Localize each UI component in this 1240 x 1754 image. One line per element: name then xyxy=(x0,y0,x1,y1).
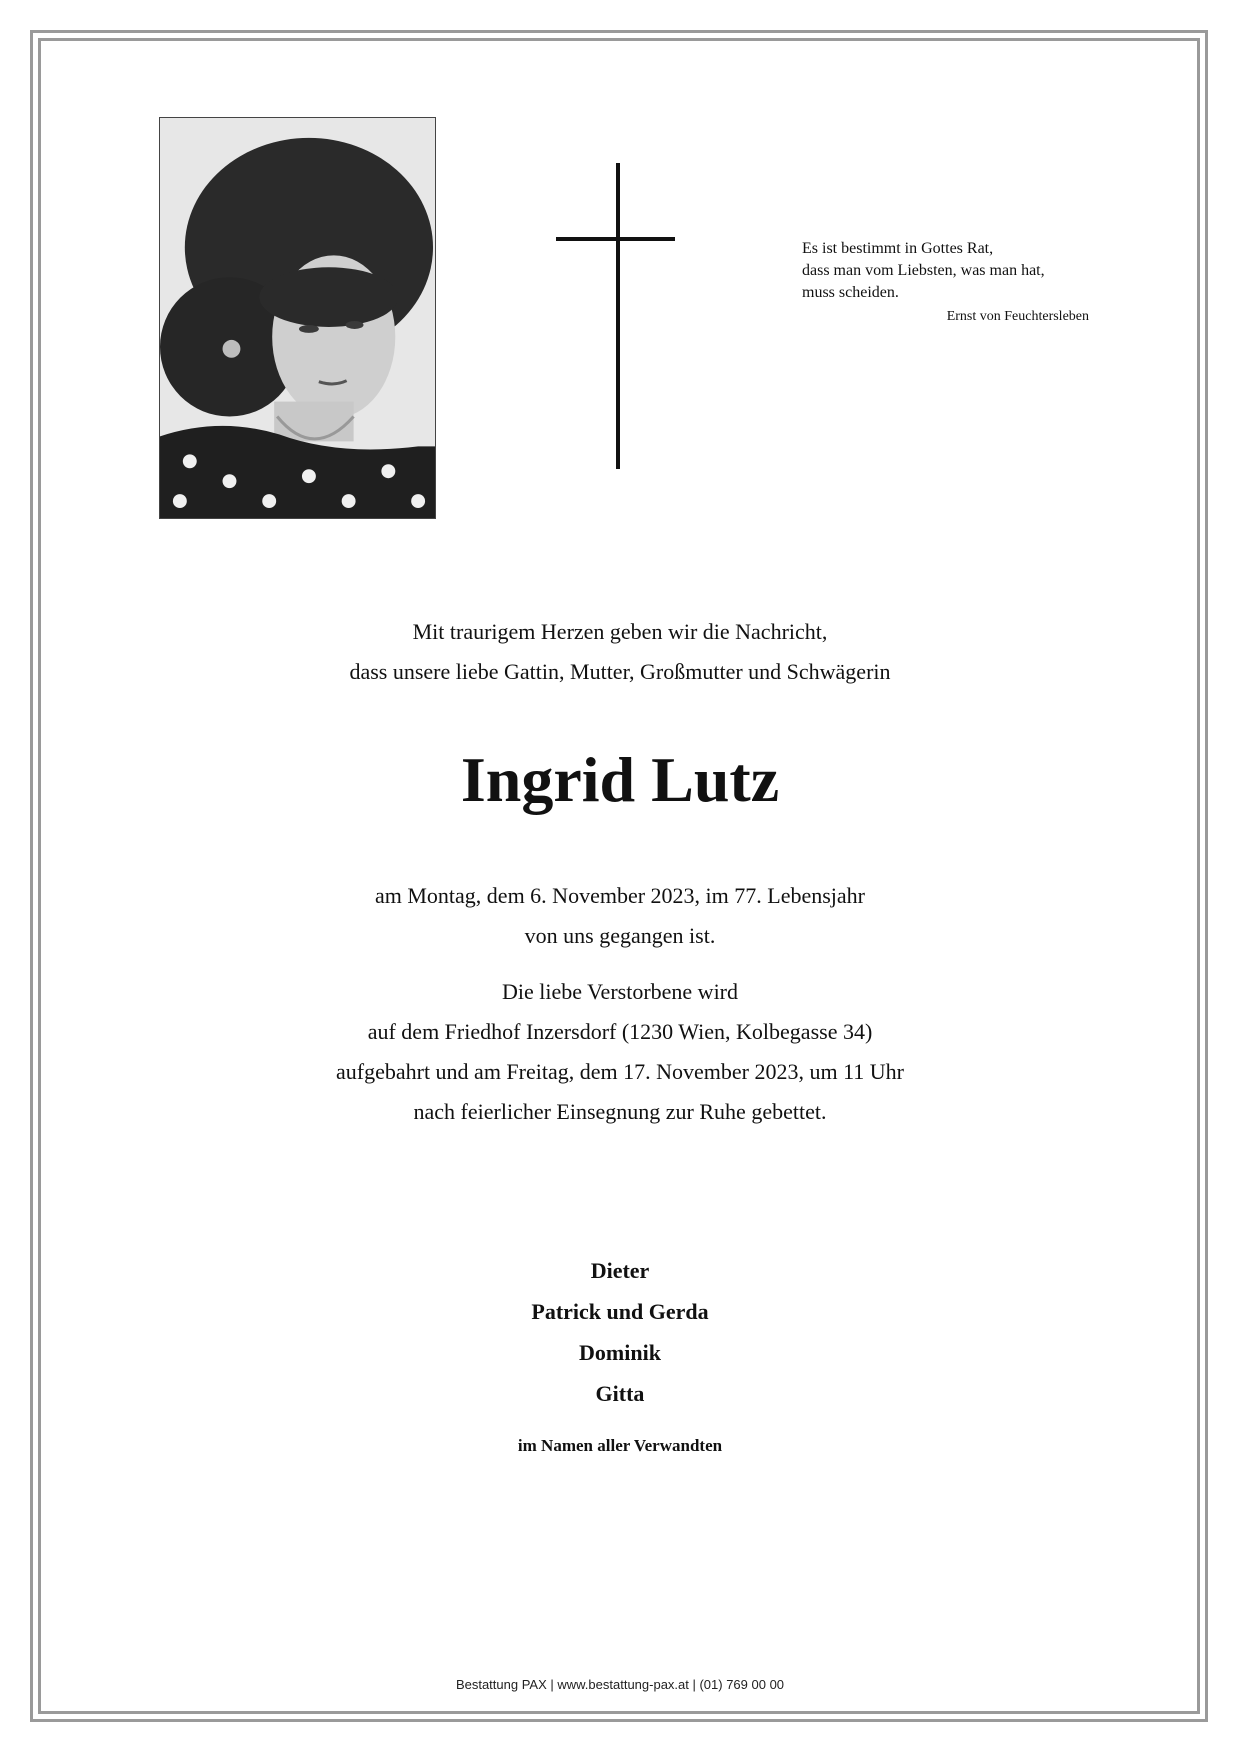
mourners-list xyxy=(120,1250,1120,1414)
mourner-name: Dieter xyxy=(590,1258,650,1283)
intro-line: Mit traurigem Herzen geben wir die Nachricht, xyxy=(412,619,828,644)
quote-author: Ernst von Feuchtersleben xyxy=(946,309,1089,324)
cross-horizontal-bar xyxy=(556,237,675,241)
mourner-name: Gitta xyxy=(595,1381,645,1406)
quote-line: Es ist bestimmt in Gottes Rat, xyxy=(802,240,994,257)
mourner-name: Patrick und Gerda xyxy=(531,1299,709,1324)
funeral-line: aufgebahrt und am Freitag, dem 17. November 2023, um 11 Uhr xyxy=(336,1059,904,1084)
mourner-name: Dominik xyxy=(579,1340,661,1365)
quote-line: dass man vom Liebsten, was man hat, xyxy=(802,262,1045,279)
funeral-details xyxy=(120,972,1120,1132)
funeral-line: Die liebe Verstorbene wird xyxy=(501,979,739,1004)
cross-icon xyxy=(556,163,680,473)
quote-line: muss scheiden. xyxy=(802,284,899,301)
death-line: am Montag, dem 6. November 2023, im 77. Lebensjahr xyxy=(374,883,865,908)
signoff: im Namen aller Verwandten xyxy=(517,1436,723,1455)
portrait-illustration xyxy=(160,118,435,518)
death-line: von uns gegangen ist. xyxy=(524,923,716,948)
funeral-line: nach feierlicher Einsegnung zur Ruhe gebettet. xyxy=(413,1099,827,1124)
cross-vertical-bar xyxy=(616,163,620,469)
portrait-photo xyxy=(159,117,436,519)
funeral-line: auf dem Friedhof Inzersdorf (1230 Wien, Kolbegasse 34) xyxy=(367,1019,873,1044)
intro-text xyxy=(120,612,1120,692)
death-notice xyxy=(120,876,1120,956)
footer-contact: Bestattung PAX | www.bestattung-pax.at | (01) 769 00 00 xyxy=(455,1677,785,1692)
quote-block xyxy=(802,238,1102,328)
deceased-name: Ingrid Lutz xyxy=(460,744,780,815)
intro-line: dass unsere liebe Gattin, Mutter, Großmutter und Schwägerin xyxy=(349,659,891,684)
